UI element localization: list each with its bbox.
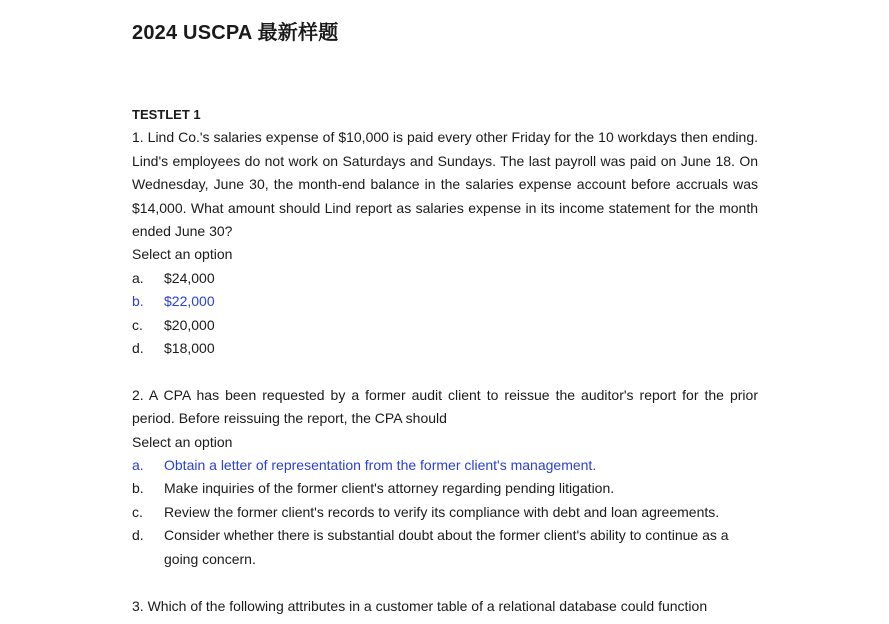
option-text: $18,000	[164, 340, 215, 357]
option-letter: c.	[132, 316, 143, 333]
option-text: $22,000	[164, 293, 215, 310]
question-1-option-d[interactable]	[132, 337, 758, 360]
question-1-prompt: Select an option	[132, 246, 233, 263]
testlet-heading: TESTLET 1	[132, 107, 201, 122]
option-letter: c.	[132, 503, 143, 520]
question-2-text: 2. A CPA has been requested by a former audit client to reissue the auditor's report for the prior period. Before reissuing the report, the CPA should	[132, 386, 758, 427]
option-text: Consider whether there is substantial doubt about the former client's ability to continue as a going concern.	[164, 527, 729, 567]
option-text: $24,000	[164, 269, 215, 286]
question-1-option-c[interactable]	[132, 314, 758, 337]
spacer	[132, 571, 758, 594]
question-2-option-d[interactable]	[132, 524, 758, 571]
question-1-option-b[interactable]	[132, 290, 758, 313]
question-1-text: 1. Lind Co.'s salaries expense of $10,000 is paid every other Friday for the 10 workdays then ending. Lind's employees do not work on Saturdays and Sundays. The last payroll was paid on June 18. On Wednesday, June 30, the month-end balance in the salaries expense account before accruals was $14,000. What amount should Lind report as salaries expense in its income statement for the month ended June 30?	[132, 129, 758, 240]
option-letter: d.	[132, 340, 144, 357]
option-letter: b.	[132, 480, 144, 497]
question-3-text: 3. Which of the following attributes in a customer table of a relational database could function	[132, 597, 708, 614]
question-2-option-c[interactable]	[132, 501, 758, 524]
option-text: Make inquiries of the former client's attorney regarding pending litigation.	[164, 480, 615, 497]
question-2-option-b[interactable]	[132, 477, 758, 500]
spacer	[132, 360, 758, 383]
question-2-prompt: Select an option	[132, 433, 233, 450]
option-letter: a.	[132, 457, 144, 474]
document-body	[132, 103, 758, 618]
document-title: 2024 USCPA 最新样题	[132, 22, 339, 44]
question-2-option-a[interactable]	[132, 454, 758, 477]
option-text: $20,000	[164, 316, 215, 333]
question-1-option-a[interactable]	[132, 267, 758, 290]
option-text: Obtain a letter of representation from the former client's management.	[164, 457, 597, 474]
option-text: Review the former client's records to verify its compliance with debt and loan agreements.	[164, 503, 720, 520]
option-letter: b.	[132, 293, 144, 310]
option-letter: a.	[132, 269, 144, 286]
option-letter: d.	[132, 527, 144, 544]
